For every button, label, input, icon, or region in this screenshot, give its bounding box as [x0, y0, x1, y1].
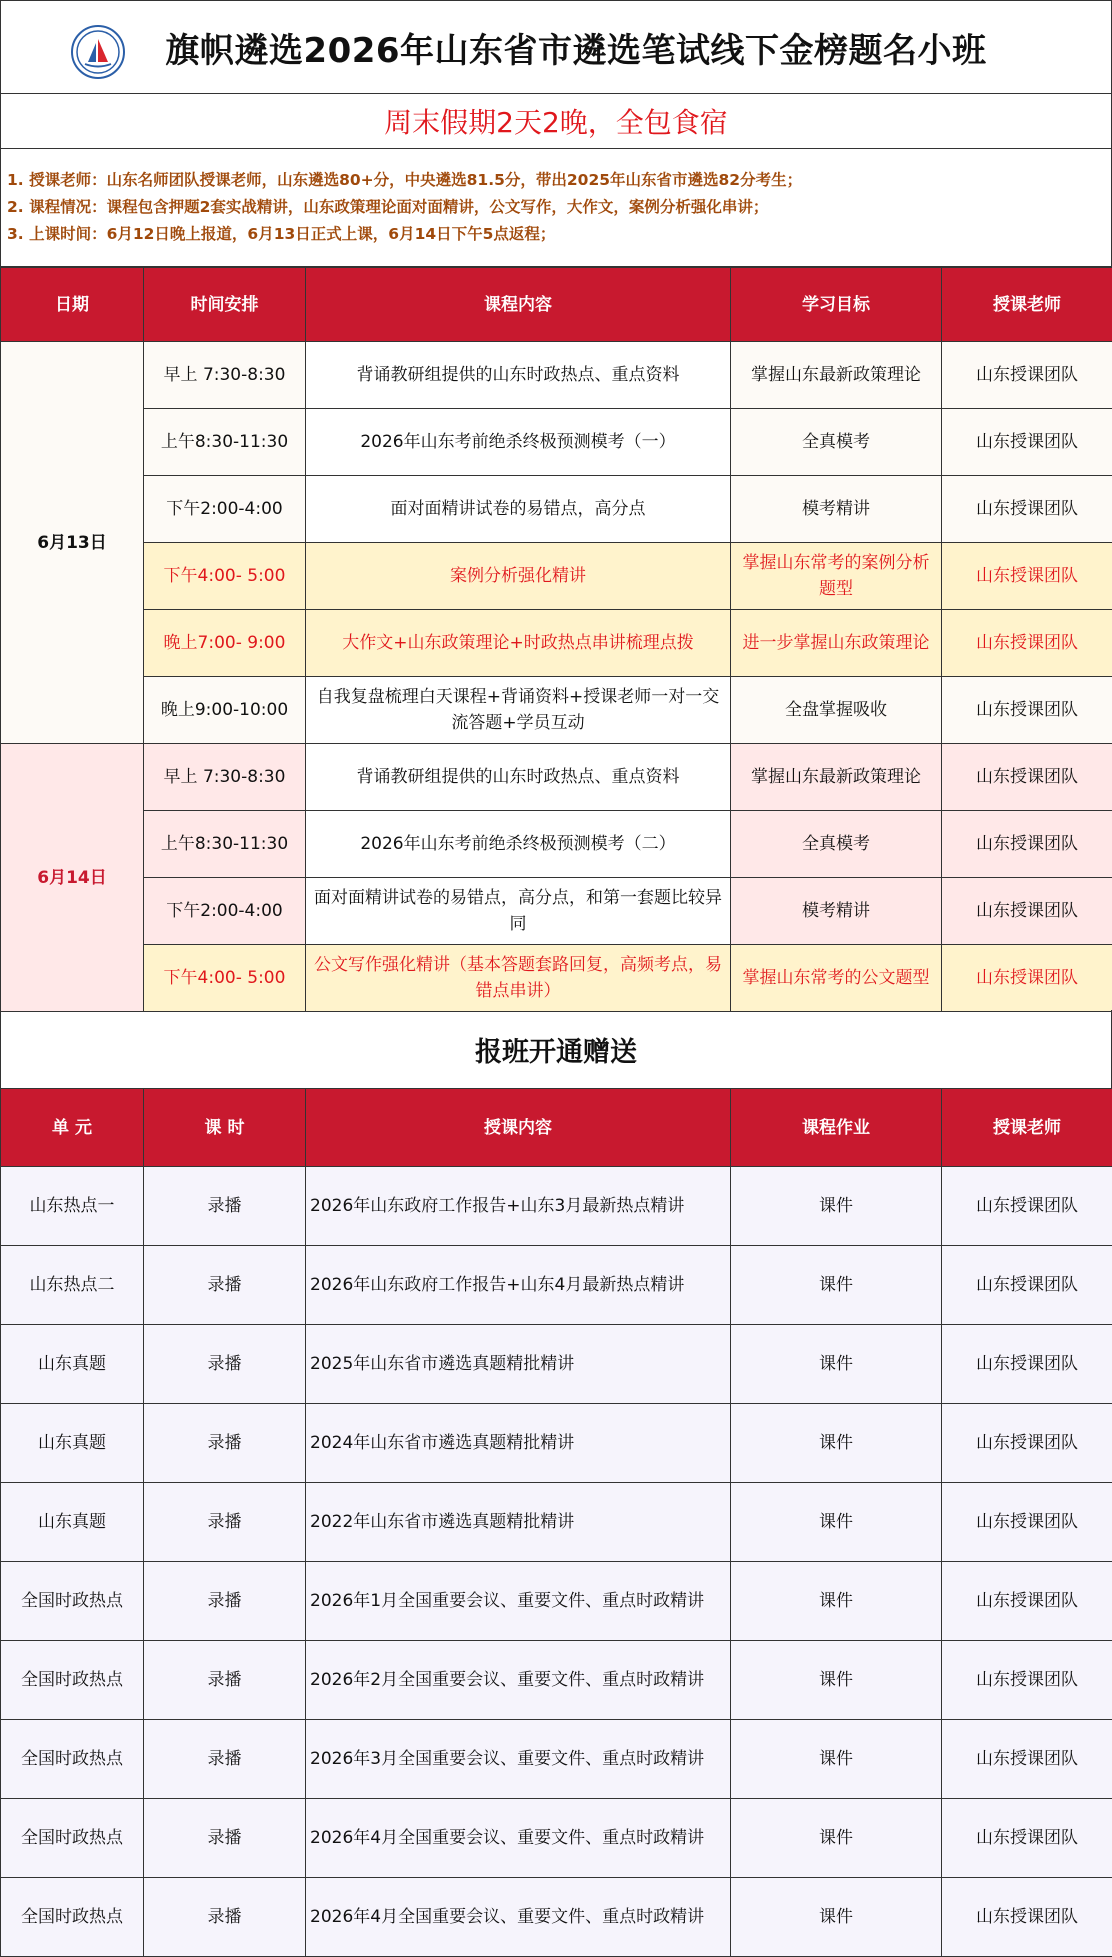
unit-cell: 山东热点一 [1, 1167, 144, 1246]
homework-cell: 课件 [731, 1325, 942, 1404]
teacher-cell: 山东授课团队 [942, 610, 1112, 677]
unit-cell: 全国时政热点 [1, 1799, 144, 1878]
goal-cell: 模考精讲 [731, 878, 942, 945]
time-cell: 上午8:30-11:30 [144, 811, 306, 878]
unit-cell: 山东真题 [1, 1325, 144, 1404]
gift-header-row [1, 1089, 1112, 1167]
teacher-cell: 山东授课团队 [942, 878, 1112, 945]
homework-cell: 课件 [731, 1167, 942, 1246]
time-cell: 早上 7:30-8:30 [144, 744, 306, 811]
hours-cell: 录播 [144, 1799, 306, 1878]
homework-cell: 课件 [731, 1720, 942, 1799]
homework-cell: 课件 [731, 1483, 942, 1562]
table-row [1, 610, 1112, 677]
content-cell: 面对面精讲试卷的易错点，高分点，和第一套题比较异同 [306, 878, 731, 945]
teacher-cell: 山东授课团队 [942, 409, 1112, 476]
content-cell: 公文写作强化精讲（基本答题套路回复，高频考点，易错点串讲） [306, 945, 731, 1012]
table-row [1, 1878, 1112, 1957]
col-homework: 课程作业 [731, 1089, 942, 1167]
teacher-cell: 山东授课团队 [942, 543, 1112, 610]
content-cell: 2026年山东政府工作报告+山东4月最新热点精讲 [306, 1246, 731, 1325]
goal-cell: 掌握山东最新政策理论 [731, 342, 942, 409]
content-cell: 案例分析强化精讲 [306, 543, 731, 610]
table-row [1, 1246, 1112, 1325]
teacher-cell: 山东授课团队 [942, 1720, 1112, 1799]
teacher-cell: 山东授课团队 [942, 1878, 1112, 1957]
unit-cell: 全国时政热点 [1, 1562, 144, 1641]
goal-cell: 掌握山东最新政策理论 [731, 744, 942, 811]
content-cell: 2026年山东政府工作报告+山东3月最新热点精讲 [306, 1167, 731, 1246]
teacher-cell: 山东授课团队 [942, 1325, 1112, 1404]
hours-cell: 录播 [144, 1562, 306, 1641]
content-cell: 2026年4月全国重要会议、重要文件、重点时政精讲 [306, 1878, 731, 1957]
content-cell: 背诵教研组提供的山东时政热点、重点资料 [306, 744, 731, 811]
teacher-cell: 山东授课团队 [942, 476, 1112, 543]
content-cell: 2025年山东省市遴选真题精批精讲 [306, 1325, 731, 1404]
hours-cell: 录播 [144, 1641, 306, 1720]
homework-cell: 课件 [731, 1404, 942, 1483]
table-row [1, 1641, 1112, 1720]
col-hours: 课 时 [144, 1089, 306, 1167]
homework-cell: 课件 [731, 1878, 942, 1957]
time-cell: 晚上7:00- 9:00 [144, 610, 306, 677]
teacher-cell: 山东授课团队 [942, 1799, 1112, 1878]
content-cell: 2026年2月全国重要会议、重要文件、重点时政精讲 [306, 1641, 731, 1720]
content-cell: 2026年3月全国重要会议、重要文件、重点时政精讲 [306, 1720, 731, 1799]
teacher-cell: 山东授课团队 [942, 1641, 1112, 1720]
homework-cell: 课件 [731, 1246, 942, 1325]
homework-cell: 课件 [731, 1641, 942, 1720]
schedule-header-row [1, 268, 1112, 342]
hours-cell: 录播 [144, 1325, 306, 1404]
title-bar [0, 0, 1112, 93]
homework-cell: 课件 [731, 1799, 942, 1878]
col-teacher: 授课老师 [942, 268, 1112, 342]
time-cell: 上午8:30-11:30 [144, 409, 306, 476]
unit-cell: 全国时政热点 [1, 1641, 144, 1720]
col-date: 日期 [1, 268, 144, 342]
content-cell: 2026年1月全国重要会议、重要文件、重点时政精讲 [306, 1562, 731, 1641]
time-cell: 下午4:00- 5:00 [144, 543, 306, 610]
hours-cell: 录播 [144, 1167, 306, 1246]
teacher-cell: 山东授课团队 [942, 1404, 1112, 1483]
content-cell: 2026年山东考前绝杀终极预测模考（一） [306, 409, 731, 476]
unit-cell: 全国时政热点 [1, 1878, 144, 1957]
col-content: 课程内容 [306, 268, 731, 342]
teacher-cell: 山东授课团队 [942, 1167, 1112, 1246]
school-seal-logo [71, 25, 125, 79]
goal-cell: 全真模考 [731, 811, 942, 878]
note-course: 2. 课程情况：课程包含押题2套实战精讲，山东政策理论面对面精讲，公文写作，大作文，案例分析强化串讲； [7, 198, 769, 216]
goal-cell: 掌握山东常考的公文题型 [731, 945, 942, 1012]
unit-cell: 山东热点二 [1, 1246, 144, 1325]
table-row [1, 476, 1112, 543]
content-cell: 2026年山东考前绝杀终极预测模考（二） [306, 811, 731, 878]
col-unit: 单 元 [1, 1089, 144, 1167]
time-cell: 下午4:00- 5:00 [144, 945, 306, 1012]
note-teacher: 1. 授课老师：山东名师团队授课老师，山东遴选80+分，中央遴选81.5分，带出2025年山东省市遴选82分考生； [7, 171, 803, 189]
teacher-cell: 山东授课团队 [942, 1246, 1112, 1325]
table-row [1, 543, 1112, 610]
table-row [1, 744, 1112, 811]
teacher-cell: 山东授课团队 [942, 1562, 1112, 1641]
table-row [1, 1404, 1112, 1483]
teacher-cell: 山东授课团队 [942, 342, 1112, 409]
homework-cell: 课件 [731, 1562, 942, 1641]
unit-cell: 山东真题 [1, 1483, 144, 1562]
table-row [1, 1167, 1112, 1246]
goal-cell: 掌握山东常考的案例分析题型 [731, 543, 942, 610]
content-cell: 2022年山东省市遴选真题精批精讲 [306, 1483, 731, 1562]
col-time: 时间安排 [144, 268, 306, 342]
content-cell: 背诵教研组提供的山东时政热点、重点资料 [306, 342, 731, 409]
goal-cell: 模考精讲 [731, 476, 942, 543]
goal-cell: 全盘掌握吸收 [731, 677, 942, 744]
hours-cell: 录播 [144, 1878, 306, 1957]
table-row [1, 1799, 1112, 1878]
time-cell: 早上 7:30-8:30 [144, 342, 306, 409]
teacher-cell: 山东授课团队 [942, 744, 1112, 811]
note-schedule: 3. 上课时间：6月12日晚上报道，6月13日正式上课，6月14日下午5点返程； [7, 225, 556, 243]
table-row [1, 1720, 1112, 1799]
content-cell: 2024年山东省市遴选真题精批精讲 [306, 1404, 731, 1483]
course-notes [0, 149, 1112, 267]
table-row [1, 342, 1112, 409]
col-goal: 学习目标 [731, 268, 942, 342]
table-row [1, 1483, 1112, 1562]
table-row [1, 409, 1112, 476]
teacher-cell: 山东授课团队 [942, 945, 1112, 1012]
hours-cell: 录播 [144, 1483, 306, 1562]
content-cell: 大作文+山东政策理论+时政热点串讲梳理点拨 [306, 610, 731, 677]
goal-cell: 进一步掌握山东政策理论 [731, 610, 942, 677]
subtitle: 周末假期2天2晚，全包食宿 [0, 93, 1112, 149]
hours-cell: 录播 [144, 1246, 306, 1325]
content-cell: 自我复盘梳理白天课程+背诵资料+授课老师一对一交流答题+学员互动 [306, 677, 731, 744]
table-row [1, 945, 1112, 1012]
content-cell: 面对面精讲试卷的易错点，高分点 [306, 476, 731, 543]
gift-section-title: 报班开通赠送 [0, 1010, 1112, 1088]
page-title: 旗帜遴选2026年山东省市遴选笔试线下金榜题名小班 [165, 30, 987, 71]
table-row [1, 1562, 1112, 1641]
goal-cell: 全真模考 [731, 409, 942, 476]
time-cell: 晚上9:00-10:00 [144, 677, 306, 744]
time-cell: 下午2:00-4:00 [144, 878, 306, 945]
unit-cell: 山东真题 [1, 1404, 144, 1483]
table-row [1, 811, 1112, 878]
teacher-cell: 山东授课团队 [942, 811, 1112, 878]
table-row [1, 1325, 1112, 1404]
hours-cell: 录播 [144, 1720, 306, 1799]
hours-cell: 录播 [144, 1404, 306, 1483]
schedule-table [0, 267, 1112, 1012]
col-content: 授课内容 [306, 1089, 731, 1167]
col-teacher: 授课老师 [942, 1089, 1112, 1167]
teacher-cell: 山东授课团队 [942, 677, 1112, 744]
table-row [1, 878, 1112, 945]
unit-cell: 全国时政热点 [1, 1720, 144, 1799]
gift-table [0, 1088, 1112, 1957]
content-cell: 2026年4月全国重要会议、重要文件、重点时政精讲 [306, 1799, 731, 1878]
time-cell: 下午2:00-4:00 [144, 476, 306, 543]
date-cell: 6月14日 [1, 744, 144, 1012]
date-cell: 6月13日 [1, 342, 144, 744]
table-row [1, 677, 1112, 744]
teacher-cell: 山东授课团队 [942, 1483, 1112, 1562]
